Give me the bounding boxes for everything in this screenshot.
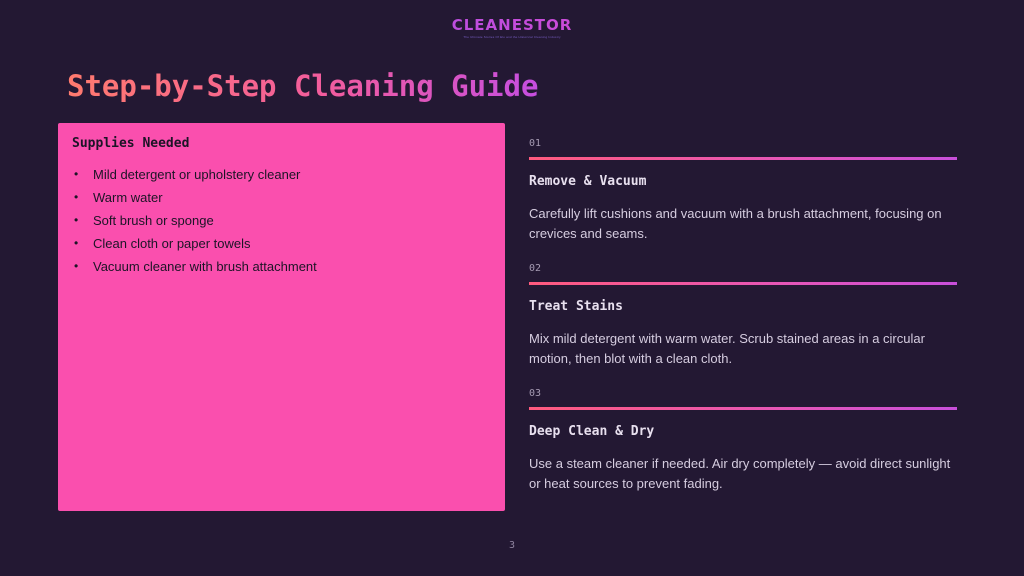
supply-item-label: Vacuum cleaner with brush attachment (93, 259, 317, 274)
step-number: 02 (529, 263, 542, 274)
step-3 (529, 388, 957, 494)
brand-tagline: The Ultimate Stories Of Elo and the Historical Cleaning Industry (463, 35, 561, 39)
step-number: 01 (529, 138, 542, 149)
supplies-heading: Supplies Needed (72, 136, 190, 151)
supplies-list (72, 163, 491, 278)
list-item (72, 163, 491, 186)
bullet-icon: • (74, 167, 79, 181)
supply-item-label: Warm water (93, 190, 163, 205)
step-2 (529, 263, 957, 369)
step-description: Carefully lift cushions and vacuum with a brush attachment, focusing on crevices and seams. (529, 206, 942, 241)
step-divider (529, 282, 957, 285)
step-divider (529, 157, 957, 160)
supply-item-label: Soft brush or sponge (93, 213, 214, 228)
step-title: Remove & Vacuum (529, 174, 647, 189)
supply-item-label: Mild detergent or upholstery cleaner (93, 167, 301, 182)
supply-item-label: Clean cloth or paper towels (93, 236, 251, 251)
bullet-icon: • (74, 236, 79, 250)
page-title: Step-by-Step Cleaning Guide (67, 64, 538, 108)
brand-name: CLEANESTOR (0, 16, 1024, 34)
step-description: Use a steam cleaner if needed. Air dry completely — avoid direct sunlight or heat sources to prevent fading. (529, 456, 951, 491)
bullet-icon: • (74, 213, 79, 227)
list-item (72, 232, 491, 255)
step-description: Mix mild detergent with warm water. Scrub stained areas in a circular motion, then blot with a clean cloth. (529, 331, 925, 366)
list-item (72, 186, 491, 209)
brand-logo (0, 16, 1024, 39)
step-divider (529, 407, 957, 410)
step-1 (529, 138, 957, 244)
page-number: 3 (508, 540, 516, 551)
supplies-card (58, 123, 505, 511)
step-title: Deep Clean & Dry (529, 424, 655, 439)
step-number: 03 (529, 388, 542, 399)
step-title: Treat Stains (529, 299, 623, 314)
bullet-icon: • (74, 190, 79, 204)
list-item (72, 255, 491, 278)
list-item (72, 209, 491, 232)
bullet-icon: • (74, 259, 79, 273)
